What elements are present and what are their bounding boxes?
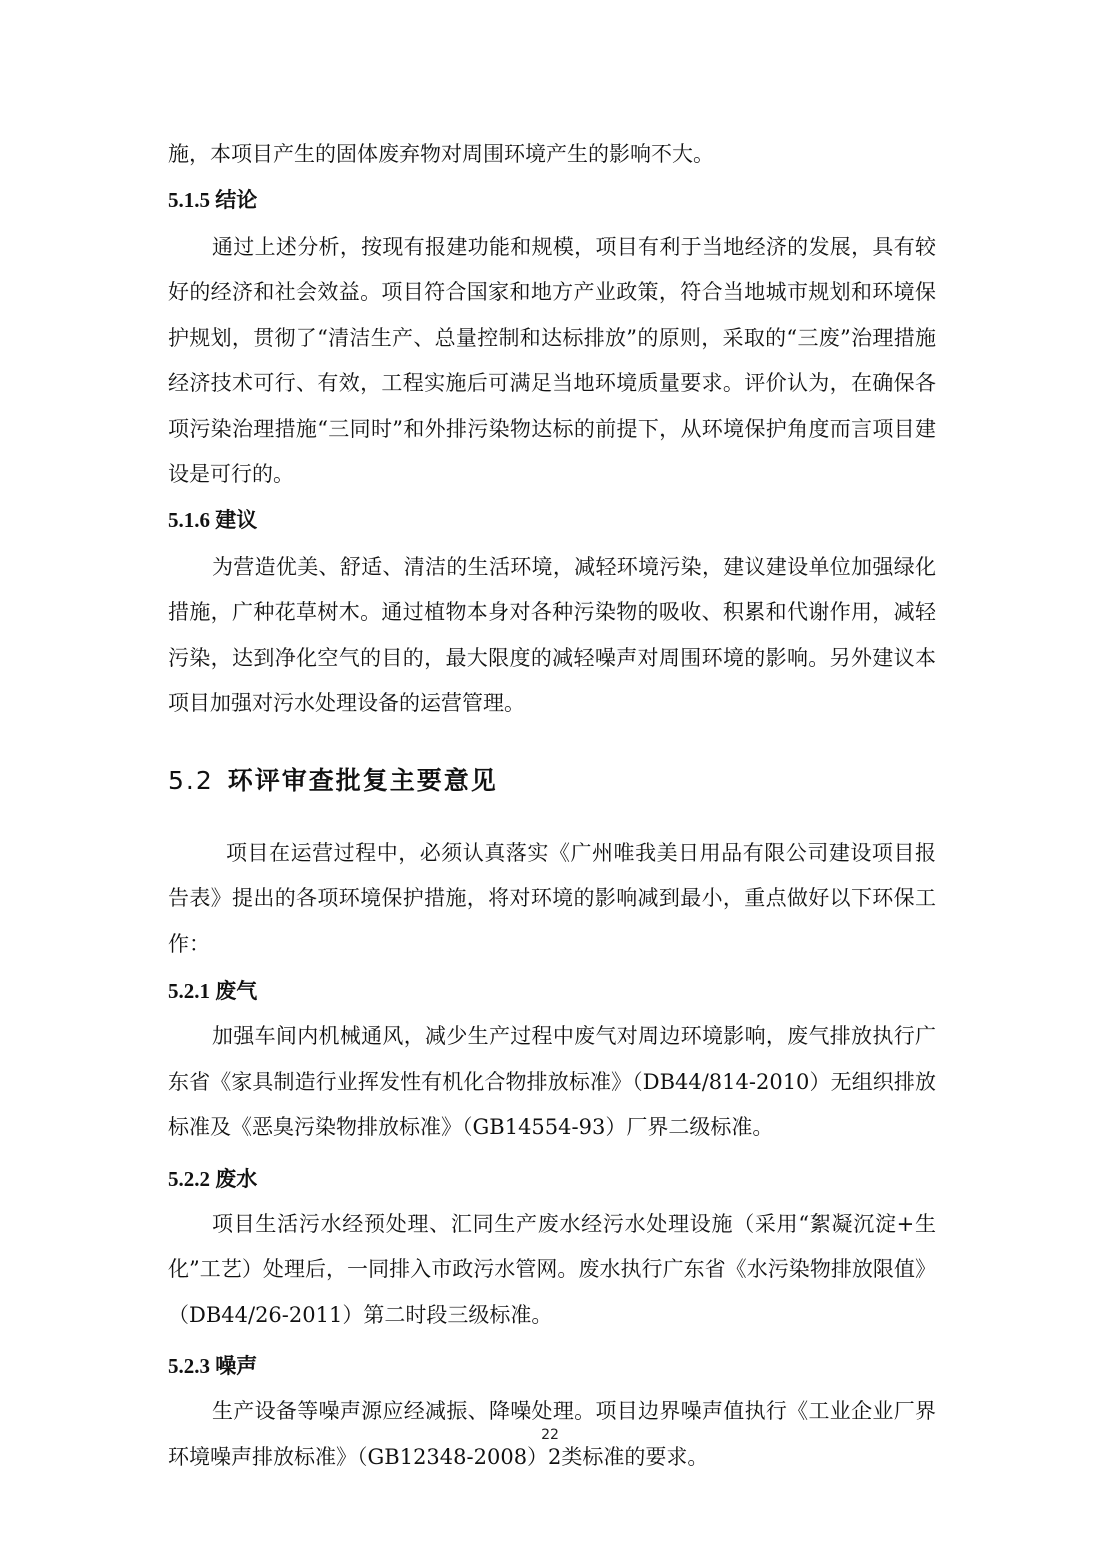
page-content [168, 132, 936, 1480]
section-5-2-3-paragraph: 生产设备等噪声源应经减振、降噪处理。项目边界噪声值执行《工业企业厂界环境噪声排放标准》（GB12348-2008）2类标准的要求。 [168, 1399, 936, 1469]
section-5-2-number: 5.2 [168, 765, 214, 795]
section-5-2-3-heading: 5.2.3 噪声 [168, 1354, 258, 1378]
section-5-2-2-heading: 5.2.2 废水 [168, 1166, 258, 1191]
section-5-1-5-heading: 5.1.5 结论 [168, 187, 258, 212]
intro-paragraph: 施，本项目产生的固体废弃物对周围环境产生的影响不大。 [168, 142, 714, 166]
section-5-2-1-heading: 5.2.1 废气 [168, 979, 258, 1003]
section-5-2-2-paragraph: 项目生活污水经预处理、汇同生产废水经污水处理设施（采用“絮凝沉淀+生化”工艺）处理后，一同排入市政污水管网。废水执行广东省《水污染物排放限值》（DB44/26-2011）第二时段三级标准。 [168, 1211, 936, 1327]
page-number: 22 [541, 1427, 559, 1443]
section-5-2-title: 环评审查批复主要意见 [227, 765, 498, 795]
section-5-1-6-heading: 5.1.6 建议 [168, 507, 258, 532]
section-5-2-heading [168, 761, 936, 801]
section-5-1-6-paragraph: 为营造优美、舒适、清洁的生活环境，减轻环境污染，建议建设单位加强绿化措施，广种花草树木。通过植物本身对各种污染物的吸收、积累和代谢作用，减轻污染，达到净化空气的目的，最大限度的减轻噪声对周围环境的影响。另外建议本项目加强对污水处理设备的运营管理。 [168, 554, 936, 715]
section-5-2-paragraph: 项目在运营过程中，必须认真落实《广州唯我美日用品有限公司建设项目报告表》提出的各项环境保护措施，将对环境的影响减到最小，重点做好以下环保工作： [168, 840, 936, 956]
section-5-2-1-paragraph: 加强车间内机械通风，减少生产过程中废气对周边环境影响，废气排放执行广东省《家具制造行业挥发性有机化合物排放标准》（DB44/814-2010）无组织排放标准及《恶臭污染物排放标准》（GB14554-93）厂界二级标准。 [168, 1024, 936, 1139]
section-5-1-5-paragraph: 通过上述分析，按现有报建功能和规模，项目有利于当地经济的发展，具有较好的经济和社会效益。项目符合国家和地方产业政策，符合当地城市规划和环境保护规划，贯彻了“清洁生产、总量控制和达标排放”的原则，采取的“三废”治理措施经济技术可行、有效，工程实施后可满足当地环境质量要求。评价认为，在确保各项污染治理措施“三同时”和外排污染物达标的前提下，从环境保护角度而言项目建设是可行的。 [168, 234, 936, 486]
